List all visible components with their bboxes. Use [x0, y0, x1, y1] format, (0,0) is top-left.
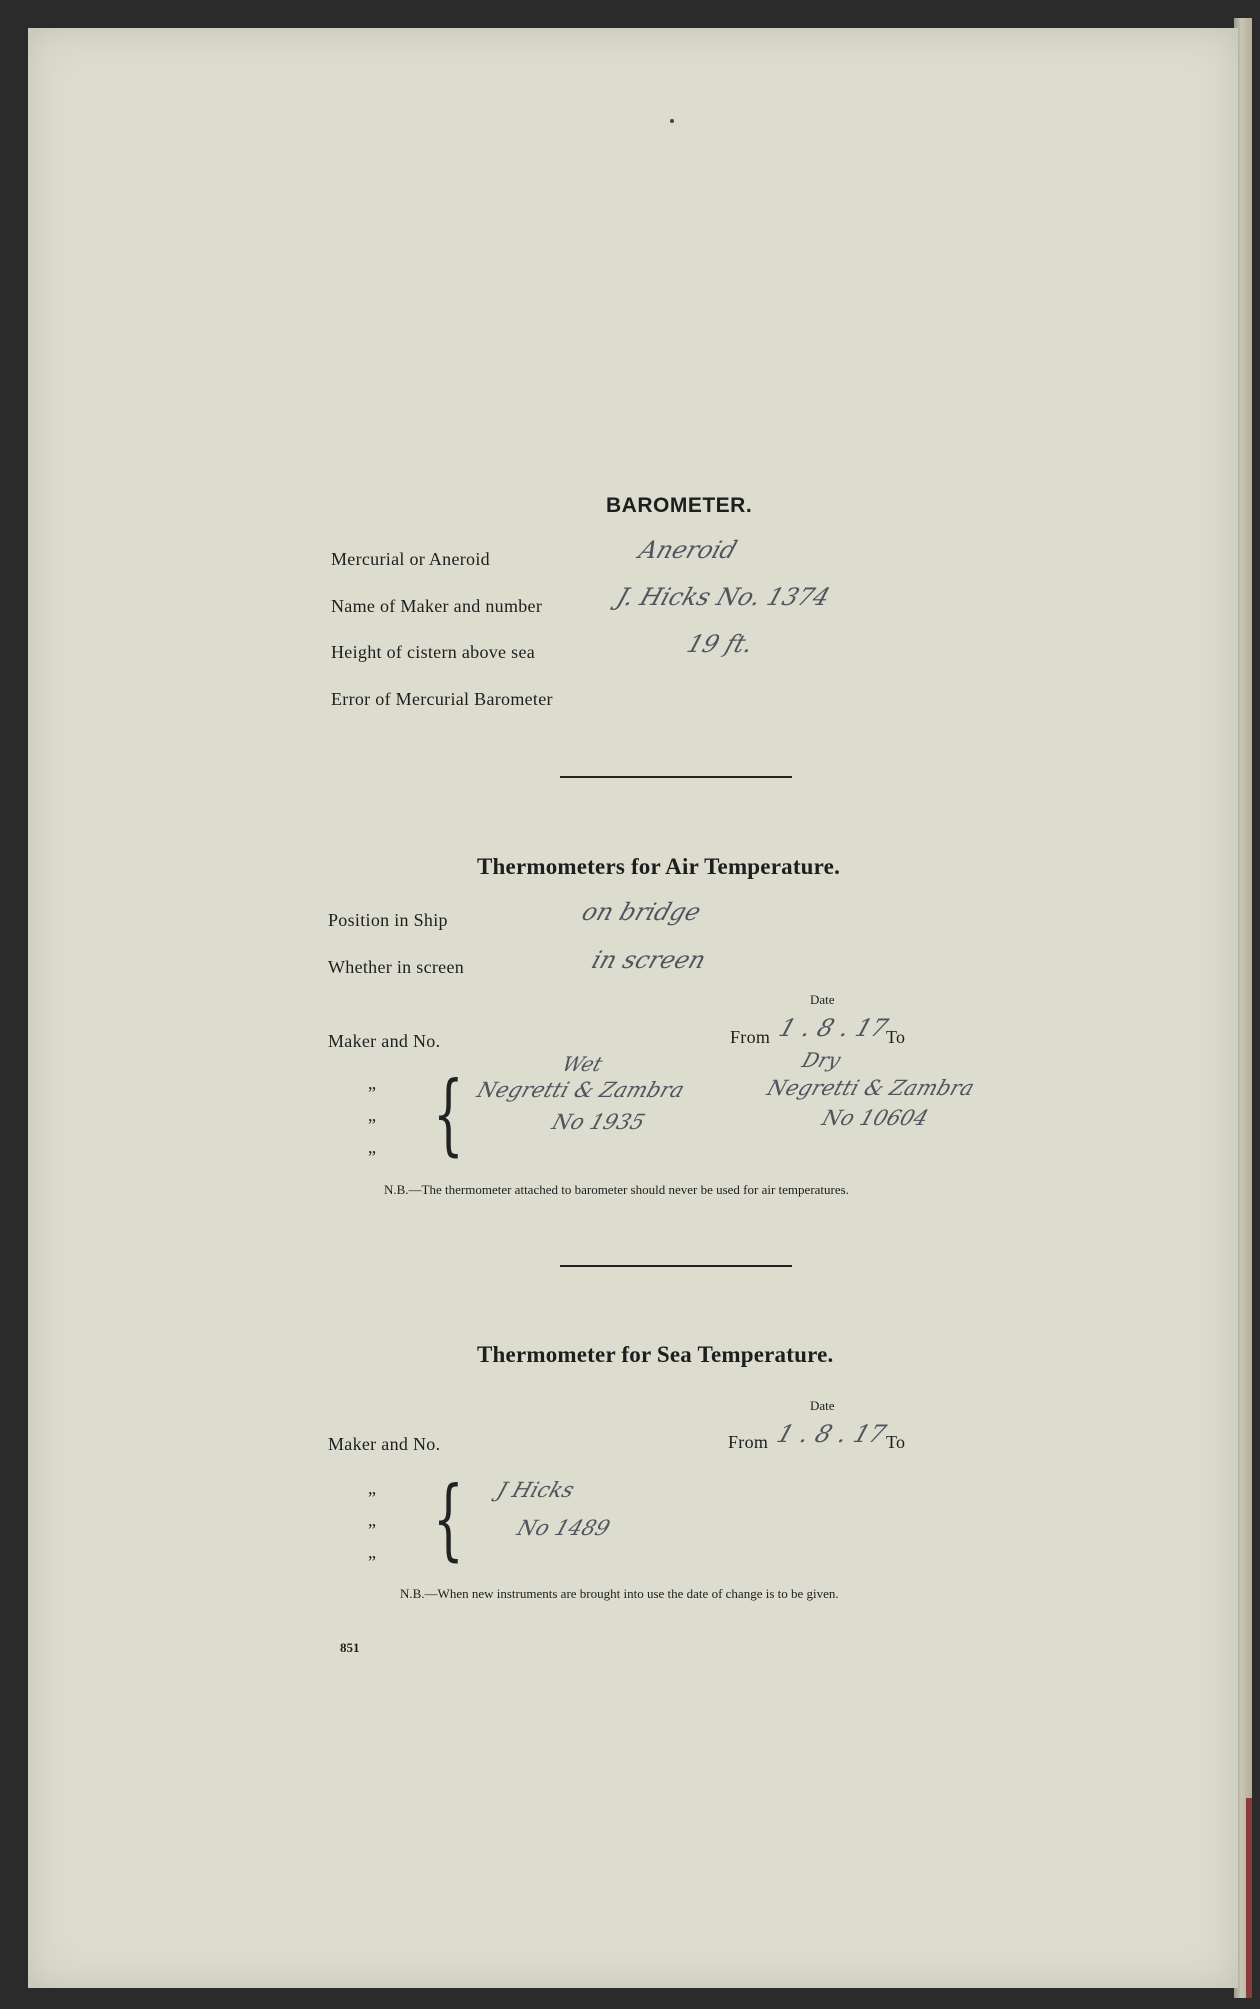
ditto-mark: ”	[368, 1488, 377, 1508]
position-in-ship-entry: on bridge	[578, 898, 705, 926]
wet-thermometer-number: No 1935	[549, 1110, 649, 1134]
air-date-label: Date	[810, 992, 835, 1007]
air-maker-and-no-label: Maker and No.	[328, 1031, 441, 1051]
sea-maker-and-no-label: Maker and No.	[328, 1434, 441, 1454]
sea-note: N.B.—When new instruments are brought into use the date of change is to be given.	[400, 1586, 839, 1601]
cistern-height-entry: 19 ft.	[683, 630, 757, 658]
ditto-mark: ”	[368, 1552, 377, 1572]
sea-date-label: Date	[810, 1398, 835, 1413]
ditto-mark: ”	[368, 1520, 377, 1540]
mercurial-or-aneroid-label: Mercurial or Aneroid	[331, 549, 490, 569]
air-bracket: {	[433, 1062, 464, 1165]
form-number: 851	[340, 1640, 360, 1655]
ditto-mark: ”	[368, 1083, 377, 1103]
whether-in-screen-label: Whether in screen	[328, 957, 465, 977]
sea-thermometer-heading: Thermometer for Sea Temperature.	[477, 1342, 834, 1367]
wet-thermometer-label: Wet	[559, 1052, 606, 1076]
sea-number-entry: No 1489	[514, 1516, 614, 1540]
cistern-height-label: Height of cistern above sea	[331, 642, 536, 662]
wet-thermometer-maker: Negretti & Zambra	[474, 1078, 688, 1102]
sea-from-date-entry: 1 . 8 . 17	[773, 1420, 890, 1448]
ditto-mark: ”	[368, 1147, 377, 1167]
section-divider	[560, 776, 792, 778]
maker-and-number-entry: J. Hicks No. 1374	[613, 583, 834, 611]
form-page	[28, 28, 1238, 1988]
air-from-date-entry: 1 . 8 . 17	[775, 1014, 892, 1042]
sea-maker-entry: J Hicks	[494, 1478, 578, 1502]
ditto-mark: ”	[368, 1115, 377, 1135]
air-thermometers-heading: Thermometers for Air Temperature.	[477, 854, 841, 879]
mercurial-or-aneroid-entry: Aneroid	[635, 536, 741, 564]
air-note: N.B.—The thermometer attached to barometer should never be used for air temperatures.	[384, 1182, 849, 1197]
maker-and-number-label: Name of Maker and number	[331, 596, 543, 616]
barometer-heading: BAROMETER.	[606, 494, 753, 517]
dry-thermometer-number: No 10604	[819, 1106, 932, 1130]
dry-thermometer-maker: Negretti & Zambra	[764, 1076, 978, 1100]
barometer-error-label: Error of Mercurial Barometer	[331, 689, 553, 709]
paper-speck	[670, 119, 674, 123]
binding-edge	[1246, 1798, 1252, 1998]
position-in-ship-label: Position in Ship	[328, 910, 448, 930]
section-divider	[560, 1265, 792, 1267]
air-from-label: From	[730, 1027, 771, 1047]
air-to-label: To	[886, 1027, 906, 1047]
whether-in-screen-entry: in screen	[588, 946, 710, 974]
sea-bracket: {	[433, 1467, 464, 1570]
sea-to-label: To	[886, 1432, 906, 1452]
dry-thermometer-label: Dry	[799, 1048, 844, 1072]
sea-from-label: From	[728, 1432, 769, 1452]
